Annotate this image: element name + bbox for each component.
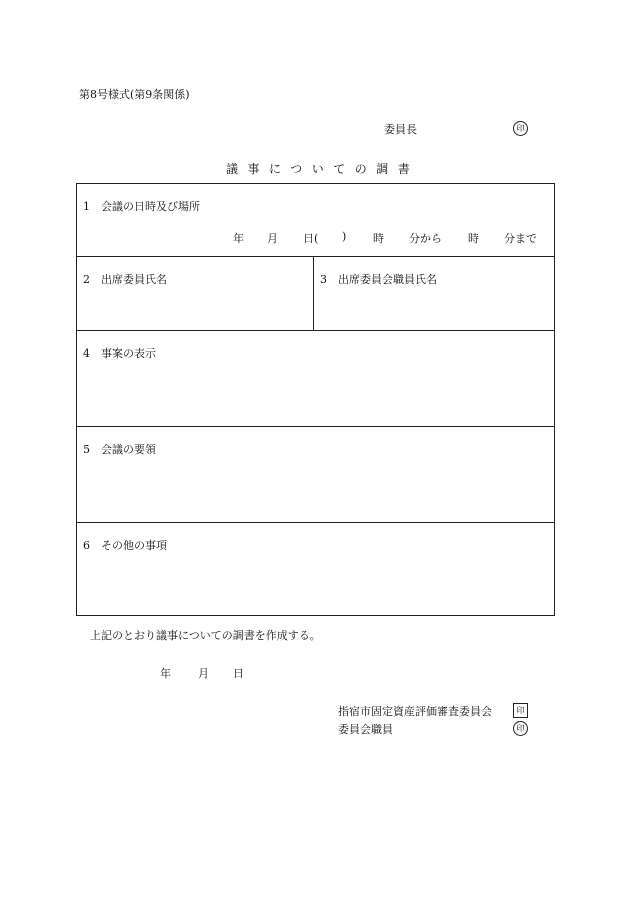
matter-display-label: 4 事案の表示 [83, 347, 156, 360]
staff-seal-icon: 印 [513, 721, 528, 736]
matter-display-row [77, 331, 554, 427]
minutes-form-table [76, 183, 555, 616]
start-hour-unit: 時 [373, 232, 384, 245]
end-hour-unit: 時 [468, 232, 479, 245]
form-number: 第8号様式(第9条関係) [79, 88, 190, 101]
meeting-datetime-place-row [77, 184, 554, 257]
chair-signature-row [384, 121, 417, 137]
footer-statement: 上記のとおり議事についての調書を作成する。 [90, 629, 321, 642]
day-unit: 日( [303, 232, 319, 245]
footer-day-unit: 日 [233, 667, 244, 680]
column-divider [313, 257, 314, 330]
meeting-summary-row [77, 427, 554, 523]
start-minute-unit: 分から [409, 232, 442, 245]
year-unit: 年 [233, 232, 244, 245]
attending-members-label: 2 出席委員氏名 [83, 273, 167, 286]
month-unit: 月 [267, 232, 278, 245]
chair-label: 委員長 [384, 123, 417, 136]
footer-month-unit: 月 [198, 667, 209, 680]
end-minute-unit: 分まで [504, 232, 537, 245]
committee-staff-label: 委員会職員 [338, 723, 393, 736]
weekday-close: ) [342, 230, 347, 243]
committee-seal-icon: 印 [513, 703, 528, 718]
attending-staff-label: 3 出席委員会職員氏名 [320, 273, 437, 286]
chair-seal-icon: 印 [513, 121, 528, 136]
attendees-row [77, 257, 554, 331]
other-matters-label: 6 その他の事項 [83, 539, 167, 552]
footer-year-unit: 年 [160, 667, 171, 680]
committee-name: 指宿市固定資産評価審査委員会 [338, 705, 492, 718]
meeting-summary-label: 5 会議の要領 [83, 443, 156, 456]
meeting-datetime-place-label: 1 会議の日時及び場所 [83, 200, 200, 213]
document-title: 議事についての調書 [226, 162, 420, 176]
other-matters-row [77, 523, 554, 615]
